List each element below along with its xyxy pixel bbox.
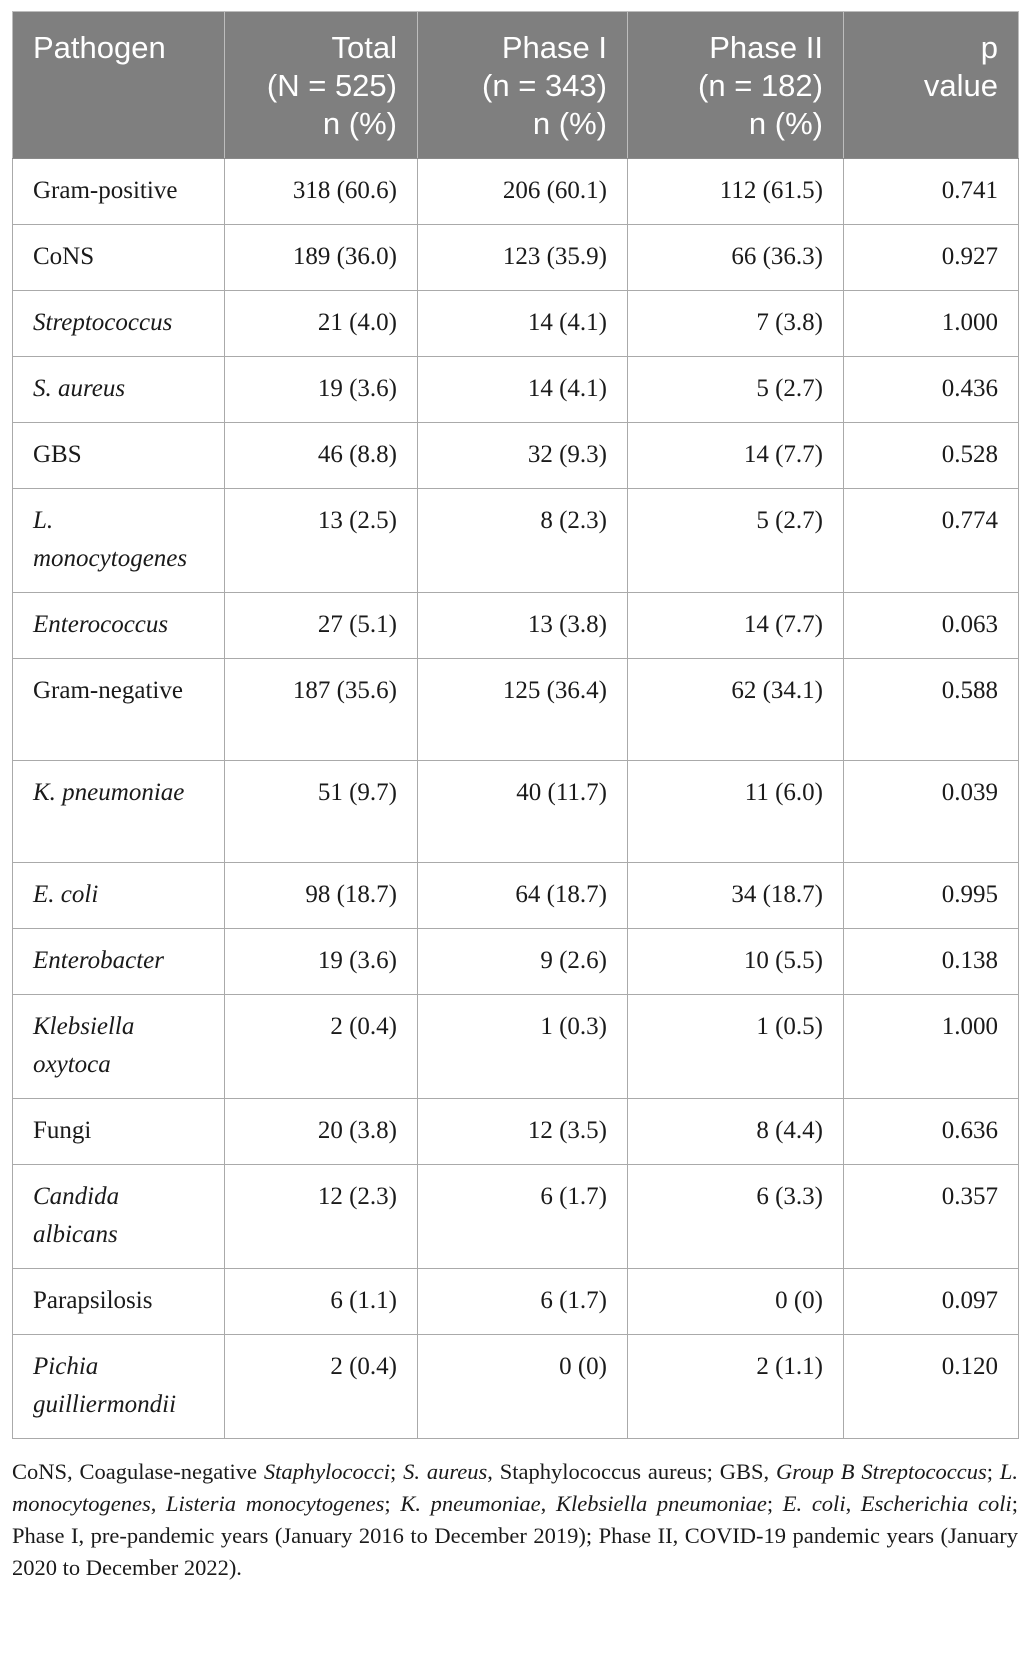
table-footnote bbox=[12, 1456, 1018, 1584]
pathogen-cell: CoNS bbox=[13, 225, 225, 291]
header-line: (N = 525) bbox=[266, 68, 397, 103]
phase-1-cell: 14 (4.1) bbox=[418, 357, 628, 423]
header-line: p bbox=[980, 30, 998, 65]
footnote-segment: ; bbox=[390, 1459, 404, 1484]
phase-1-cell: 14 (4.1) bbox=[418, 291, 628, 357]
phase-2-cell: 112 (61.5) bbox=[628, 159, 844, 225]
phase-2-cell: 0 (0) bbox=[628, 1269, 844, 1335]
header-line: Pathogen bbox=[33, 30, 166, 65]
phase-2-cell: 6 (3.3) bbox=[628, 1165, 844, 1269]
header-line: n (%) bbox=[748, 106, 823, 141]
p-value-cell: 0.138 bbox=[844, 929, 1019, 995]
header-pathogen bbox=[13, 12, 225, 159]
footnote-segment: Listeria monocytogenes bbox=[166, 1491, 385, 1516]
p-value-cell: 0.774 bbox=[844, 489, 1019, 593]
pathogen-cell: Klebsiella oxytoca bbox=[13, 995, 225, 1099]
table-body bbox=[13, 159, 1019, 1439]
pathogen-cell: Gram-negative bbox=[13, 659, 225, 761]
total-cell: 98 (18.7) bbox=[225, 863, 418, 929]
phase-1-cell: 40 (11.7) bbox=[418, 761, 628, 863]
total-cell: 187 (35.6) bbox=[225, 659, 418, 761]
footnote-segment: Escherichia coli bbox=[860, 1491, 1012, 1516]
total-cell: 189 (36.0) bbox=[225, 225, 418, 291]
phase-1-cell: 0 (0) bbox=[418, 1335, 628, 1439]
pathogen-cell: Gram-positive bbox=[13, 159, 225, 225]
p-value-cell: 0.528 bbox=[844, 423, 1019, 489]
total-cell: 19 (3.6) bbox=[225, 929, 418, 995]
pathogen-cell: L. monocytogenes bbox=[13, 489, 225, 593]
phase-2-cell: 66 (36.3) bbox=[628, 225, 844, 291]
header-phase-1 bbox=[418, 12, 628, 159]
phase-1-cell: 125 (36.4) bbox=[418, 659, 628, 761]
p-value-cell: 0.097 bbox=[844, 1269, 1019, 1335]
table-row bbox=[13, 1335, 1019, 1439]
pathogen-cell: Enterobacter bbox=[13, 929, 225, 995]
phase-1-cell: 6 (1.7) bbox=[418, 1165, 628, 1269]
total-cell: 318 (60.6) bbox=[225, 159, 418, 225]
pathogen-cell: GBS bbox=[13, 423, 225, 489]
pathogen-cell: S. aureus bbox=[13, 357, 225, 423]
phase-2-cell: 14 (7.7) bbox=[628, 593, 844, 659]
p-value-cell: 0.588 bbox=[844, 659, 1019, 761]
footnote-segment: , bbox=[150, 1491, 167, 1516]
footnote-segment: Group B Streptococcus bbox=[775, 1459, 987, 1484]
table-row bbox=[13, 929, 1019, 995]
p-value-cell: 0.120 bbox=[844, 1335, 1019, 1439]
total-cell: 51 (9.7) bbox=[225, 761, 418, 863]
footnote-segment: ; bbox=[384, 1491, 401, 1516]
table-row bbox=[13, 761, 1019, 863]
table-row bbox=[13, 593, 1019, 659]
total-cell: 2 (0.4) bbox=[225, 995, 418, 1099]
phase-1-cell: 8 (2.3) bbox=[418, 489, 628, 593]
table-row bbox=[13, 225, 1019, 291]
total-cell: 12 (2.3) bbox=[225, 1165, 418, 1269]
phase-2-cell: 10 (5.5) bbox=[628, 929, 844, 995]
p-value-cell: 0.636 bbox=[844, 1099, 1019, 1165]
pathogen-table bbox=[12, 11, 1019, 1439]
header-p-value bbox=[844, 12, 1019, 159]
footnote-segment: K. pneumoniae bbox=[400, 1491, 541, 1516]
table-row bbox=[13, 1099, 1019, 1165]
p-value-cell: 0.063 bbox=[844, 593, 1019, 659]
phase-2-cell: 62 (34.1) bbox=[628, 659, 844, 761]
total-cell: 20 (3.8) bbox=[225, 1099, 418, 1165]
phase-2-cell: 1 (0.5) bbox=[628, 995, 844, 1099]
footnote-segment: ; bbox=[766, 1491, 783, 1516]
total-cell: 6 (1.1) bbox=[225, 1269, 418, 1335]
header-line: n (%) bbox=[322, 106, 397, 141]
pathogen-cell: Parapsilosis bbox=[13, 1269, 225, 1335]
table-container bbox=[12, 11, 1018, 1584]
pathogen-cell: K. pneumoniae bbox=[13, 761, 225, 863]
pathogen-cell: Streptococcus bbox=[13, 291, 225, 357]
phase-1-cell: 206 (60.1) bbox=[418, 159, 628, 225]
p-value-cell: 0.995 bbox=[844, 863, 1019, 929]
pathogen-cell: Pichia guilliermondii bbox=[13, 1335, 225, 1439]
p-value-cell: 1.000 bbox=[844, 995, 1019, 1099]
footnote-segment: L. monocytogenes bbox=[12, 1459, 1018, 1516]
phase-2-cell: 2 (1.1) bbox=[628, 1335, 844, 1439]
table-row bbox=[13, 863, 1019, 929]
header-total bbox=[225, 12, 418, 159]
phase-1-cell: 6 (1.7) bbox=[418, 1269, 628, 1335]
phase-1-cell: 9 (2.6) bbox=[418, 929, 628, 995]
table-row bbox=[13, 489, 1019, 593]
header-line: value bbox=[923, 68, 998, 103]
p-value-cell: 0.927 bbox=[844, 225, 1019, 291]
table-row bbox=[13, 291, 1019, 357]
footnote-segment: CoNS, Coagulase-negative bbox=[12, 1459, 264, 1484]
p-value-cell: 0.357 bbox=[844, 1165, 1019, 1269]
phase-1-cell: 12 (3.5) bbox=[418, 1099, 628, 1165]
p-value-cell: 0.741 bbox=[844, 159, 1019, 225]
phase-1-cell: 13 (3.8) bbox=[418, 593, 628, 659]
header-line: (n = 343) bbox=[482, 68, 607, 103]
p-value-cell: 0.436 bbox=[844, 357, 1019, 423]
total-cell: 2 (0.4) bbox=[225, 1335, 418, 1439]
pathogen-cell: Enterococcus bbox=[13, 593, 225, 659]
table-row bbox=[13, 159, 1019, 225]
table-row bbox=[13, 1269, 1019, 1335]
footnote-segment: S. aureus bbox=[403, 1459, 488, 1484]
total-cell: 46 (8.8) bbox=[225, 423, 418, 489]
table-header-row bbox=[13, 12, 1019, 159]
footnote-segment: , Staphylococcus aureus; GBS, bbox=[487, 1459, 776, 1484]
phase-2-cell: 7 (3.8) bbox=[628, 291, 844, 357]
table-row bbox=[13, 659, 1019, 761]
pathogen-cell: Candida albicans bbox=[13, 1165, 225, 1269]
table-row bbox=[13, 995, 1019, 1099]
phase-2-cell: 5 (2.7) bbox=[628, 357, 844, 423]
footnote-segment: ; bbox=[986, 1459, 1000, 1484]
footnote-segment: Staphylococci bbox=[263, 1459, 391, 1484]
header-line: n (%) bbox=[532, 106, 607, 141]
phase-2-cell: 14 (7.7) bbox=[628, 423, 844, 489]
header-line: Total bbox=[331, 30, 397, 65]
footnote-segment: E. coli bbox=[782, 1491, 846, 1516]
total-cell: 13 (2.5) bbox=[225, 489, 418, 593]
phase-2-cell: 11 (6.0) bbox=[628, 761, 844, 863]
header-phase-2 bbox=[628, 12, 844, 159]
phase-1-cell: 123 (35.9) bbox=[418, 225, 628, 291]
header-line: (n = 182) bbox=[698, 68, 823, 103]
footnote-segment: Klebsiella pneumoniae bbox=[555, 1491, 767, 1516]
total-cell: 19 (3.6) bbox=[225, 357, 418, 423]
total-cell: 21 (4.0) bbox=[225, 291, 418, 357]
footnote-segment: ; Phase I, pre-pandemic years (January 2016 to December 2019); Phase II, COVID-19 pandemic years (January 2020 to December 2022). bbox=[12, 1491, 1019, 1580]
table-row bbox=[13, 357, 1019, 423]
table-row bbox=[13, 1165, 1019, 1269]
phase-2-cell: 8 (4.4) bbox=[628, 1099, 844, 1165]
footnote-segment: , bbox=[540, 1491, 556, 1516]
phase-2-cell: 34 (18.7) bbox=[628, 863, 844, 929]
table-row bbox=[13, 423, 1019, 489]
header-line: Phase II bbox=[709, 30, 823, 65]
p-value-cell: 1.000 bbox=[844, 291, 1019, 357]
pathogen-cell: Fungi bbox=[13, 1099, 225, 1165]
total-cell: 27 (5.1) bbox=[225, 593, 418, 659]
phase-1-cell: 64 (18.7) bbox=[418, 863, 628, 929]
pathogen-cell: E. coli bbox=[13, 863, 225, 929]
phase-1-cell: 1 (0.3) bbox=[418, 995, 628, 1099]
phase-2-cell: 5 (2.7) bbox=[628, 489, 844, 593]
footnote-segment: , bbox=[845, 1491, 861, 1516]
phase-1-cell: 32 (9.3) bbox=[418, 423, 628, 489]
header-line: Phase I bbox=[501, 30, 607, 65]
p-value-cell: 0.039 bbox=[844, 761, 1019, 863]
